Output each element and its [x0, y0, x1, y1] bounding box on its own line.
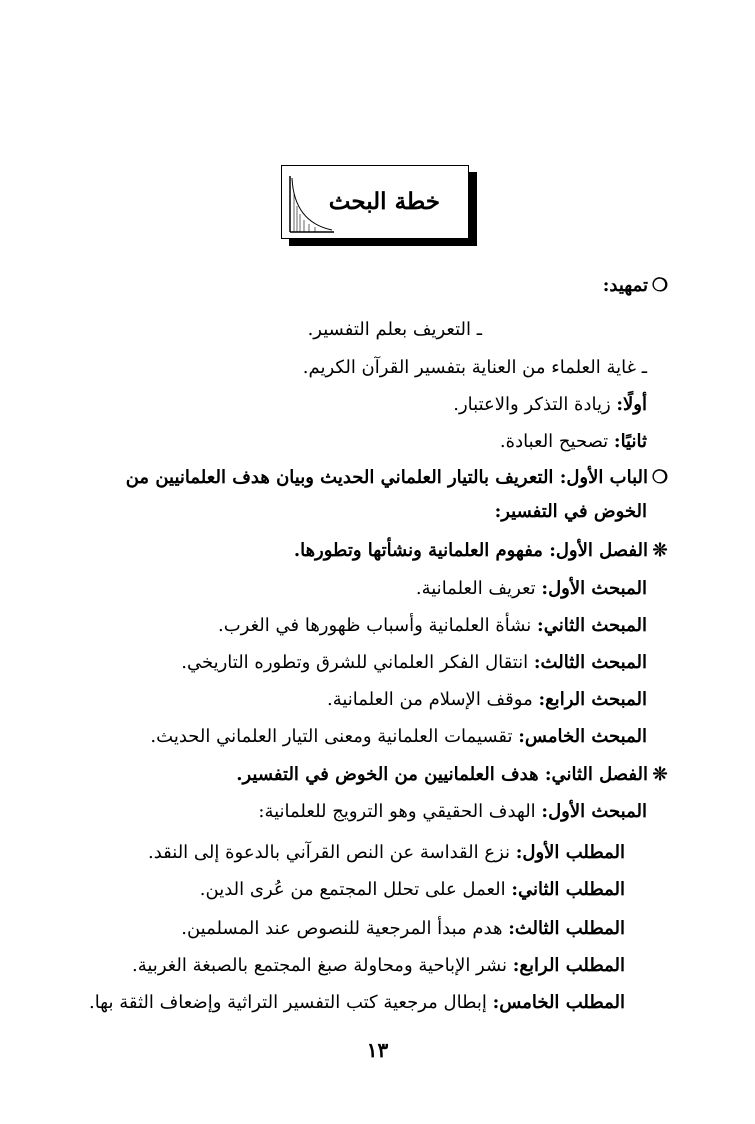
- page-number: ١٣: [366, 1038, 389, 1062]
- mabhath-item: المبحث الأول: الهدف الحقيقي وهو الترويج للعلمانية:: [258, 801, 647, 822]
- tamheed-item: ـ التعريف بعلم التفسير.: [307, 319, 482, 340]
- tamheed-sub-item: ثانيًا: تصحيح العبادة.: [499, 431, 647, 452]
- matlab-item: المطلب الرابع: نشر الإباحية ومحاولة صبغ المجتمع بالصبغة الغربية.: [132, 955, 625, 976]
- fasl-heading: ❊الفصل الثاني: هدف العلمانيين من الخوض في التفسير.: [236, 763, 672, 787]
- mabhath-item: المبحث الأول: تعريف العلمانية.: [415, 578, 647, 599]
- star-bullet-icon: ❊: [652, 764, 668, 785]
- bab-heading-continuation: الخوض في التفسير:: [494, 501, 647, 522]
- bab-heading: ❍الباب الأول: التعريف بالتيار العلماني الحديث وبيان هدف العلمانيين من: [126, 466, 672, 490]
- tamheed-heading: ❍تمهيد:: [603, 274, 672, 298]
- circle-bullet-icon: ❍: [651, 467, 669, 488]
- matlab-item: المطلب الثالث: هدم مبدأ المرجعية للنصوص عند المسلمين.: [181, 918, 625, 939]
- matlab-item: المطلب الأول: نزع القداسة عن النص القرآني بالدعوة إلى النقد.: [147, 842, 625, 863]
- matlab-item: المطلب الثاني: العمل على تحلل المجتمع من عُرى الدين.: [199, 879, 625, 900]
- tamheed-sub-item: أولًا: زيادة التذكر والاعتبار.: [453, 394, 647, 415]
- title-box: [281, 165, 469, 239]
- mabhath-item: المبحث الثالث: انتقال الفكر العلماني للشرق وتطوره التاريخي.: [181, 652, 647, 673]
- mabhath-item: المبحث الخامس: تقسيمات العلمانية ومعنى التيار العلماني الحديث.: [150, 726, 647, 747]
- matlab-item: المطلب الخامس: إبطال مرجعية كتب التفسير التراثية وإضعاف الثقة بها.: [88, 992, 625, 1013]
- mabhath-item: المبحث الثاني: نشأة العلمانية وأسباب ظهورها في الغرب.: [218, 615, 647, 636]
- mabhath-item: المبحث الرابع: موقف الإسلام من العلمانية.: [326, 689, 647, 710]
- circle-bullet-icon: ❍: [651, 275, 669, 296]
- star-bullet-icon: ❊: [652, 540, 668, 561]
- page-title: خطة البحث: [328, 188, 440, 215]
- fasl-heading: ❊الفصل الأول: مفهوم العلمانية ونشأتها وتطورها.: [294, 539, 672, 563]
- tamheed-item: ـ غاية العلماء من العناية بتفسير القرآن الكريم.: [302, 357, 647, 378]
